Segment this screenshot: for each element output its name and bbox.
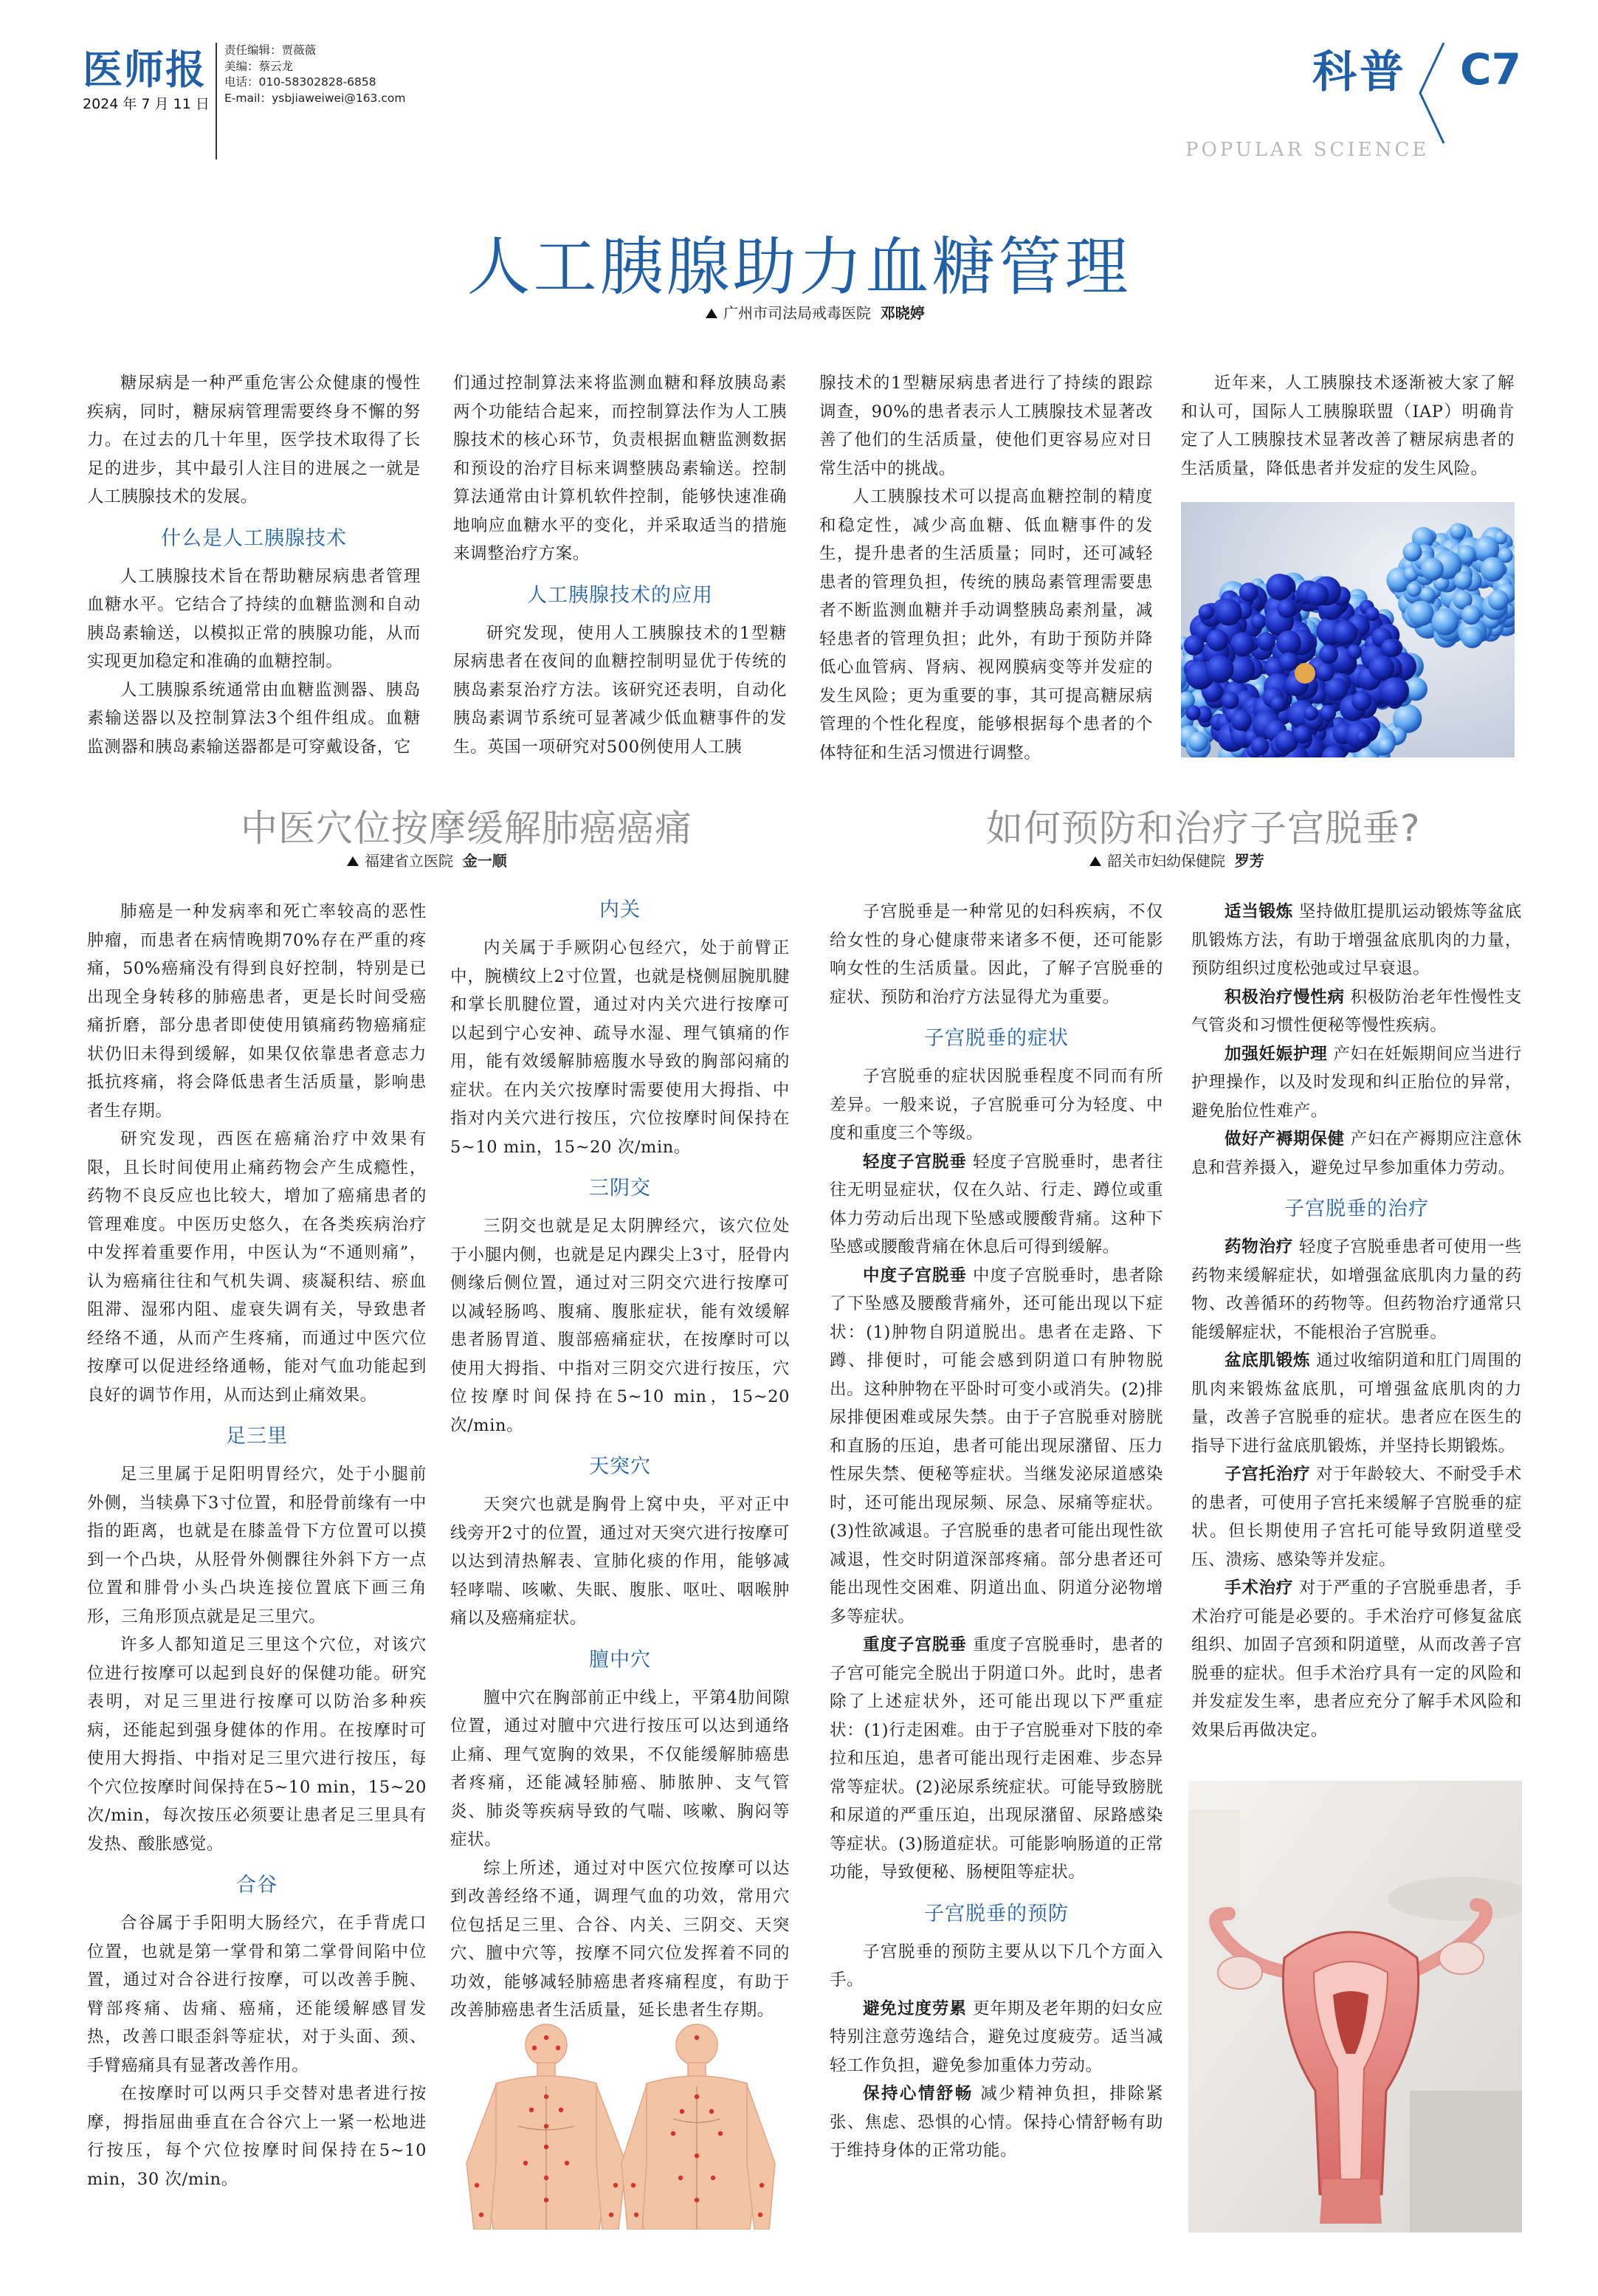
acupoint-dot — [680, 2109, 684, 2114]
paragraph: 在按摩时可以两只手交替对患者进行按摩，拇指屈曲垂直在合谷穴上一紧一松地进行按压，每个穴位按摩时间保持在5~10 min，30 次/min。 — [87, 2084, 427, 2189]
cell-sphere — [1381, 639, 1399, 657]
article3-col2 — [1191, 898, 1522, 1745]
byline-triangle-icon — [706, 309, 717, 318]
phone-credit: 电话：010-58302828-6858 — [224, 75, 376, 89]
paragraph — [830, 1995, 1163, 2080]
keyword: 中度子宫脱垂 — [863, 1265, 967, 1285]
cell-sphere — [1419, 587, 1436, 603]
subheading: 三阴交 — [589, 1177, 651, 1200]
cell-sphere — [1347, 645, 1362, 659]
acupoint-dot — [695, 2094, 699, 2099]
acupoint-dot — [671, 2131, 675, 2136]
keyword: 积极治疗慢性病 — [1225, 987, 1345, 1007]
acupoint-dot — [631, 2183, 636, 2187]
paragraph — [830, 1262, 1163, 1632]
cell-sphere — [1306, 583, 1329, 607]
cell-sphere — [1206, 629, 1228, 651]
paragraph — [1191, 1233, 1522, 1347]
paragraph-body: 通过收缩阴道和肛门周围的肌肉来锻炼盆底肌，可增强盆底肌肉的力量，改善子宫脱垂的症状。患者应在医生的指导下进行盆底肌锻炼，并坚持长期锻炼。 — [1191, 1351, 1522, 1456]
blue-cell-cluster-photo — [1181, 502, 1515, 757]
acupoint-dot — [544, 2124, 548, 2128]
article1-col4 — [1181, 369, 1515, 483]
cell-sphere — [1356, 730, 1369, 743]
subheading: 膻中穴 — [589, 1648, 651, 1671]
email-credit: E-mail：ysbjiaweiwei@163.com — [224, 91, 406, 105]
acupoint-dot — [565, 2161, 569, 2165]
acupoint-dot — [634, 2213, 638, 2217]
acupoint-dot — [678, 2176, 683, 2180]
paragraph: 研究发现，西医在癌痛治疗中效果有限，且长时间使用止痛药物会产生成瘾性，药物不良反应也比较大，增加了癌痛患者的管理难度。中医历史悠久，在各类疾病治疗中发挥着重要作用，中医认为“不通则痛”，认为癌痛往往和气机失调、痰凝积结、瘀血阻滞、湿邪内阻、虚衰失调有关，导致患者经络不通，从而产生疼痛，而通过中医穴位按摩可以促进经络通畅，能对气血功能起到良好的调节作用，从而达到止痛效果。 — [87, 1130, 427, 1405]
acupoint-dot — [544, 2198, 548, 2202]
paragraph — [1191, 1347, 1522, 1460]
paragraph: 们通过控制算法来将监测血糖和释放胰岛素两个功能结合起来，而控制算法作为人工胰腺技术的核心环节，负责根据血糖监测数据和预设的治疗目标来调整胰岛素输送。控制算法通常由计算机软件控制，能够快速准确地响应血糖水平的变化，并采取适当的措施来调整治疗方案。 — [453, 374, 787, 563]
acupoint-dot — [523, 2161, 528, 2165]
subheading: 足三里 — [226, 1425, 288, 1448]
paragraph: 膻中穴在胸部前正中线上，平第4肋间隙位置，通过对膻中穴进行按压可以达到通络止痛、理气宽胸的效果，不仅能缓解肺癌患者疼痛，还能减轻肺癌、肺脓肿、支气管炎、肺炎等疾病导致的气喘、咳嗽、胸闷等症状。 — [450, 1688, 790, 1849]
cell-sphere — [1380, 677, 1409, 706]
paragraph-body: 减少精神负担，排除紧张、焦虑、恐惧的心情。保持心情舒畅有助于维持身体的正常功能。 — [830, 2084, 1163, 2160]
designer-credit: 美编：蔡云龙 — [224, 59, 294, 73]
paragraph: 人工胰腺系统通常由血糖监测器、胰岛素输送器以及控制算法3个组件组成。血糖监测器和胰岛素输送器都是可穿戴设备，它 — [87, 680, 421, 757]
paragraph-body: 对于严重的子宫脱垂患者，手术治疗可能是必要的。手术治疗可修复盆底组织、加固子宫颈和阴道壁，从而改善子宫脱垂的症状。但手术治疗具有一定的风险和并发症发生率，患者应充分了解手术风险和效果后再做决定。 — [1191, 1578, 1522, 1740]
paragraph: 内关属于手厥阴心包经穴，处于前臂正中，腕横纹上2寸位置，也就是桡侧屈腕肌腱和掌长肌腱位置，通过对内关穴进行按摩可以起到宁心安神、疏导水湿、理气镇痛的作用，能有效缓解肺癌腹水导致的胸部闷痛的症状。在内关穴按摩时需要使用大拇指、中指对内关穴进行按压，穴位按摩时间保持在5~10 min，15~20 次/min。 — [450, 938, 790, 1157]
cell-sphere — [1250, 737, 1269, 755]
acupoint-dot — [711, 2176, 715, 2180]
acupoint-dot — [475, 2183, 479, 2187]
paragraph: 人工胰腺技术可以提高血糖控制的精度和稳定性，减少高血糖、低血糖事件的发生，提升患者的生活质量；同时，还可减轻患者的管理负担，传统的胰岛素管理需要患者不断监测血糖并手动调整胰岛素剂量，减轻患者的管理负担；此外，有助于预防并降低心血管病、肾病、视网膜病变等并发症的发生风险；更为重要的事，其可提高糖尿病管理的个性化程度，能够根据每个患者的个体特征和生活习惯进行调整。 — [819, 487, 1153, 763]
cell-sphere — [1319, 645, 1338, 664]
cell-sphere — [1450, 523, 1466, 539]
acupoint-dot — [544, 2035, 548, 2040]
cell-sphere — [1481, 557, 1506, 582]
cell-sphere — [1368, 655, 1394, 681]
paragraph: 综上所述，通过对中医穴位按摩可以达到改善经络不通，调理气血的功效，常用穴位包括足三里、合谷、内关、三阴交、天突穴、膻中穴等，按摩不同穴位发挥着不同的功效，能够减轻肺癌患者疼痛程度，有助于改善肺癌患者生活质量，延长患者生存期。 — [450, 1858, 790, 2020]
paragraph: 足三里属于足阳明胃经穴，处于小腿前外侧，当犊鼻下3寸位置，和胫骨前缘有一中指的距离，也就是在膝盖骨下方位置可以摸到一个凸块，从胫骨外侧髁往外斜下方一点位置和腓骨小头凸块连接位置底下画三角形，三角形顶点就是足三里穴。 — [87, 1465, 427, 1626]
paragraph: 合谷属于手阳明大肠经穴，在手背虎口位置，也就是第一掌骨和第二掌骨间陷中位置，通过对合谷进行按摩，可以改善手腕、臂部疼痛、齿痛、癌痛，还能缓解感冒发热，改善口眼歪斜等症状，对于头面、颈、手臂癌痛具有显著改善作用。 — [87, 1914, 427, 2075]
paragraph: 肺癌是一种发病率和死亡率较高的恶性肿瘤，而患者在病情晚期70%存在严重的疼痛，50%癌痛没有得到良好控制，特别是已出现全身转移的肺癌患者，更是长时间受癌痛折磨，部分患者即使使用镇痛药物癌痛症状仍旧未得到缓解，如果仅依靠患者意志力抵抗疼痛，将会降低患者生活质量，影响患者生存期。 — [87, 902, 427, 1121]
cell-sphere — [1403, 543, 1422, 562]
masthead-date: 2024 年 7 月 11 日 — [83, 96, 210, 112]
cell-sphere — [1421, 558, 1444, 581]
cell-sphere — [1454, 571, 1473, 590]
section-chevron-icon — [1417, 41, 1447, 148]
article1-col1 — [87, 369, 421, 761]
cell-sphere — [1494, 531, 1507, 544]
cell-sphere — [1316, 663, 1334, 681]
article1-byline — [706, 301, 925, 323]
keyword: 药物治疗 — [1225, 1237, 1293, 1257]
keyword: 子宫托治疗 — [1225, 1465, 1311, 1484]
article2-title: 中医穴位按摩缓解肺癌癌痛 — [241, 807, 692, 850]
masthead-logo: 医师报 — [83, 47, 207, 93]
cell-sphere — [1215, 599, 1241, 625]
cell-sphere — [1239, 582, 1258, 602]
section-label: 科普 — [1312, 47, 1407, 98]
byline-org: 福建省立医院 — [365, 852, 453, 870]
section-en-label: POPULAR SCIENCE — [1185, 139, 1430, 161]
cell-sphere — [1303, 706, 1318, 721]
subheading: 子宫脱垂的预防 — [924, 1902, 1069, 1925]
article3-col1 — [830, 898, 1163, 2165]
cell-sphere — [1257, 632, 1275, 650]
cell-sphere — [1279, 652, 1298, 671]
keyword: 盆底肌锻炼 — [1225, 1351, 1311, 1370]
acupoint-dot — [718, 2131, 723, 2136]
paragraph — [1191, 983, 1522, 1040]
paragraph — [830, 1148, 1163, 1262]
acupoint-dot — [479, 2213, 483, 2217]
article3-title: 如何预防和治疗子宫脱垂? — [986, 807, 1421, 850]
acupoint-dot — [544, 2176, 548, 2180]
paragraph: 子宫脱垂的预防主要从以下几个方面入手。 — [830, 1942, 1163, 1990]
uterus-model-photo — [1188, 1781, 1522, 2233]
article2-col2 — [450, 893, 790, 2025]
keyword: 避免过度劳累 — [863, 1998, 967, 2018]
article1-col3 — [819, 369, 1153, 767]
cell-sphere — [1377, 738, 1394, 755]
cell-sphere — [1406, 582, 1421, 597]
cell-sphere — [1184, 635, 1205, 656]
keyword: 手术治疗 — [1225, 1578, 1293, 1598]
paragraph: 研究发现，使用人工胰腺技术的1型糖尿病患者在夜间的血糖控制明显优于传统的胰岛素泵治疗方法。该研究还表明，自动化胰岛素调节系统可显著减少低血糖事件的发生。英国一项研究对500例使用人工胰 — [453, 623, 787, 757]
cell-sphere — [1251, 613, 1267, 629]
acupoint-dot — [613, 2183, 618, 2187]
highlight-cell — [1295, 663, 1315, 684]
paragraph-body: 轻度子宫脱垂时，患者往往无明显症状，仅在久站、行走、蹲位或重体力劳动后出现下坠感或腰酸背痛。这种下坠感或腰酸背痛在休息后可得到缓解。 — [830, 1152, 1163, 1257]
article3-byline — [1089, 849, 1264, 870]
acupoint-dot — [544, 2094, 548, 2099]
paragraph: 人工胰腺技术旨在帮助糖尿病患者管理血糖水平。它结合了持续的血糖监测和自动胰岛素输送，以模拟正常的胰腺功能，从而实现更加稳定和准确的血糖控制。 — [87, 566, 421, 671]
subheading: 什么是人工胰腺技术 — [161, 526, 347, 550]
subheading: 人工胰腺技术的应用 — [527, 583, 713, 607]
keyword: 重度子宫脱垂 — [863, 1635, 967, 1654]
paragraph-body: 对于年龄较大、不耐受手术的患者，可使用子宫托来缓解子宫脱垂的症状。但长期使用子宫托可能导致阴道壁受压、溃疡、感染等并发症。 — [1191, 1465, 1522, 1570]
masthead-credits — [224, 43, 405, 106]
paragraph-body: 产妇在妊娠期间应当进行护理操作，以及时发现和纠正胎位的异常，避免胎位性难产。 — [1191, 1044, 1522, 1121]
paragraph-body: 坚持做肛提肌运动锻炼等盆底肌锻炼方法，有助于增强盆底肌肉的力量，预防组织过度松弛或过早衰退。 — [1191, 902, 1522, 978]
acupoint-dot — [760, 2183, 764, 2187]
paragraph-body: 产妇在产褥期应注意休息和营养摄入，避免过早参加重体力劳动。 — [1191, 1130, 1522, 1178]
acupoint-dot — [529, 2108, 534, 2112]
acupoint-dot — [758, 2213, 762, 2217]
cell-sphere — [1293, 725, 1312, 743]
page-number: C7 — [1460, 44, 1521, 94]
paragraph-body: 轻度子宫脱垂患者可使用一些药物来缓解症状，如增强盆底肌肉力量的药物、改善循环的药物等。但药物治疗通常只能缓解症状，不能根治子宫脱垂。 — [1191, 1237, 1522, 1342]
acupoint-dot — [556, 2046, 560, 2050]
cell-sphere — [1461, 605, 1481, 625]
cell-sphere — [1277, 599, 1295, 618]
byline-author: 罗芳 — [1234, 852, 1264, 870]
paragraph-body: 中度子宫脱垂时，患者除了下坠感及腰酸背痛外，还可能出现以下症状：(1)肿物自阴道脱出。患者在走路、下蹲、排便时，可能会感到阴道口有肿物脱出。这种肿物在平卧时可变小或消失。(2)排尿排便困难或尿失禁。由于子宫脱垂对膀胱和直肠的压迫，患者可能出现尿潴留、压力性尿失禁、便秘等症状。当继发泌尿道感染时，还可能出现尿频、尿急、尿痛等症状。(3)性欲减退。子宫脱垂的患者可能出现性欲减退，性交时阴道深部疼痛。部分患者还可能出现性交困难、阴道出血、阴道分泌物增多等症状。 — [830, 1265, 1163, 1626]
cell-sphere — [1266, 574, 1292, 600]
byline-triangle-icon — [1089, 856, 1101, 866]
acupoint-dot — [695, 2035, 699, 2040]
acupoint-dot — [559, 2108, 563, 2112]
paragraph-body: 重度子宫脱垂时，患者的子宫可能完全脱出于阴道口外。此时，患者除了上述症状外，还可能出现以下严重症状：(1)行走困难。由于子宫脱垂对下肢的牵拉和压迫，患者可能出现行走困难、步态异常等症状。(2)泌尿系统症状。可能导致膀胱和尿道的严重压迫，出现尿潴留、尿路感染等症状。(3)肠道症状。可能影响肠道的正常功能，导致便秘、肠梗阻等症状。 — [830, 1635, 1163, 1882]
keyword: 保持心情舒畅 — [863, 2084, 974, 2103]
cell-sphere — [1351, 691, 1371, 711]
paragraph: 糖尿病是一种严重危害公众健康的慢性疾病，同时，糖尿病管理需要终身不懈的努力。在过去的几十年里，医学技术取得了长足的进步，其中最引人注目的进展之一就是人工胰腺技术的发展。 — [87, 374, 421, 506]
cell-sphere — [1432, 608, 1459, 636]
cell-sphere — [1333, 621, 1357, 645]
byline-author: 邓晓婷 — [880, 304, 925, 322]
paragraph — [830, 1631, 1163, 1887]
acupoint-dot — [532, 2046, 537, 2050]
keyword: 做好产褥期保健 — [1225, 1130, 1345, 1149]
paragraph-body: 更年期及老年期的妇女应特别注意劳逸结合，避免过度疲劳。适当减轻工作负担，避免参加重体力劳动。 — [830, 1998, 1163, 2075]
byline-org: 韶关市妇幼保健院 — [1107, 852, 1225, 870]
cell-sphere — [1276, 630, 1301, 655]
article2-col1 — [87, 898, 427, 2193]
cell-sphere — [1325, 678, 1348, 701]
cell-sphere — [1365, 607, 1379, 621]
paragraph — [1191, 1040, 1522, 1126]
editor-credit: 责任编辑：贾薇薇 — [224, 44, 317, 57]
cell-sphere — [1222, 692, 1239, 709]
cell-sphere — [1188, 732, 1208, 752]
subheading: 天突穴 — [589, 1455, 651, 1478]
paragraph: 子宫脱垂的症状因脱垂程度不同而有所差异。一般来说，子宫脱垂可分为轻度、中度和重度三个等级。 — [830, 1067, 1163, 1143]
byline-triangle-icon — [347, 856, 359, 866]
acupoint-body-diagram — [452, 2015, 791, 2230]
paragraph: 近年来，人工胰腺技术逐渐被大家了解和认可，国际人工胰腺联盟（IAP）明确肯定了人工胰腺技术显著改善了糖尿病患者的生活质量，降低患者并发症的发生风险。 — [1181, 374, 1515, 478]
subheading: 合谷 — [236, 1874, 278, 1897]
cell-sphere — [1461, 626, 1484, 648]
subheading: 内关 — [599, 898, 641, 921]
cell-sphere — [1270, 696, 1285, 711]
cell-sphere — [1185, 705, 1200, 720]
paragraph: 腺技术的1型糖尿病患者进行了持续的跟踪调查，90%的患者表示人工胰腺技术显著改善了他们的生活质量，使他们更容易应对日常生活中的挑战。 — [819, 374, 1153, 478]
paragraph — [1191, 1125, 1522, 1182]
article1-col2 — [453, 369, 787, 761]
keyword: 加强妊娠护理 — [1225, 1044, 1328, 1064]
keyword: 适当锻炼 — [1225, 902, 1293, 921]
byline-org: 广州市司法局戒毒医院 — [723, 304, 871, 322]
acupoint-dot — [709, 2109, 714, 2114]
acupoint-dot — [695, 2198, 699, 2202]
acupoint-dot — [695, 2154, 699, 2158]
paragraph — [1191, 1574, 1522, 1745]
acupoint-dot — [609, 2213, 613, 2217]
article1-title: 人工胰腺助力血糖管理 — [466, 230, 1132, 304]
article2-byline — [347, 849, 507, 870]
paragraph: 子宫脱垂是一种常见的妇科疾病，不仅给女性的身心健康带来诸多不便，还可能影响女性的生活质量。因此，了解子宫脱垂的症状、预防和治疗方法显得尤为重要。 — [830, 902, 1163, 1007]
paragraph: 许多人都知道足三里这个穴位，对该穴位进行按摩可以起到良好的保健功能。研究表明，对足三里进行按摩可以防治多种疾病，还能起到强身健体的作用。在按摩时可使用大拇指、中指对足三里穴进行按压，每个穴位按摩时间保持在5~10 min，15~20 次/min，每次按压必须要让患者足三里具有发热、酸胀感觉。 — [87, 1635, 427, 1854]
subheading: 子宫脱垂的治疗 — [1284, 1197, 1429, 1220]
cell-sphere — [1231, 710, 1252, 731]
subheading: 子宫脱垂的症状 — [924, 1027, 1069, 1050]
byline-author: 金一顺 — [462, 852, 507, 870]
paragraph — [1191, 898, 1522, 983]
paragraph: 三阴交也就是足太阴脾经穴，该穴位处于小腿内侧，也就是足内踝尖上3寸，胫骨内侧缘后侧位置，通过对三阴交穴进行按摩可以减轻肠鸣、腹痛、腹胀症状，能有效缓解患者肠胃道、腹部癌痛症状，在按摩时可以使用大拇指、中指对三阴交穴进行按压，穴位按摩时间保持在5~10 min，15~20 次/min。 — [450, 1217, 790, 1435]
acupoint-dot — [544, 2145, 548, 2149]
paragraph: 天突穴也就是胸骨上窝中央，平对正中线旁开2寸的位置，通过对天突穴进行按摩可以达到清热解表、宣肺化痰的作用，能够减轻哮喘、咳嗽、失眠、腹胀、呕吐、咽喉肿痛以及癌痛症状。 — [450, 1495, 790, 1628]
paragraph — [1191, 1460, 1522, 1574]
cell-sphere — [1206, 656, 1234, 684]
paragraph — [830, 2080, 1163, 2165]
keyword: 轻度子宫脱垂 — [863, 1152, 967, 1172]
cell-sphere — [1488, 590, 1509, 611]
cell-sphere — [1199, 604, 1214, 619]
masthead-divider — [216, 43, 217, 159]
cell-sphere — [1408, 601, 1434, 627]
paragraph-body: 积极防治老年性慢性支气管炎和习惯性便秘等慢性疾病。 — [1191, 987, 1522, 1035]
